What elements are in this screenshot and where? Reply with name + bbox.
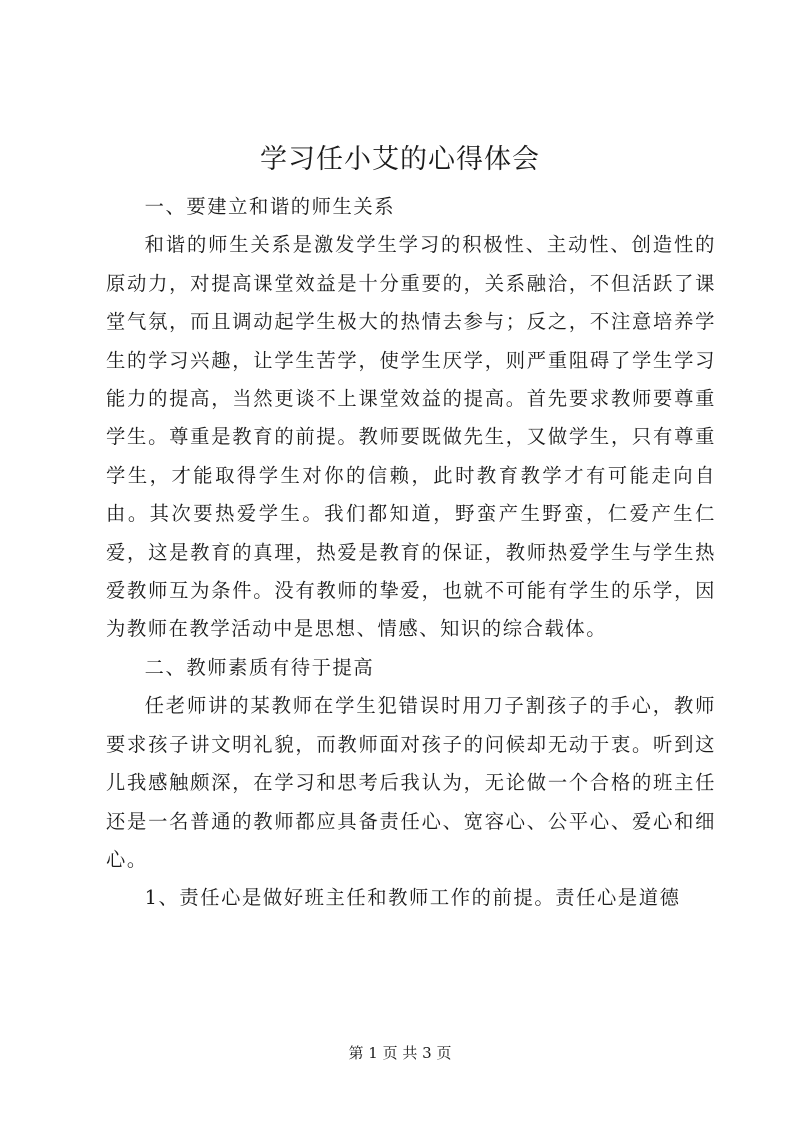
- document-title: 学习任小艾的心得体会: [260, 144, 540, 175]
- page-number: 第 1 页 共 3 页: [348, 1044, 452, 1062]
- section-heading: 一、要建立和谐的师生关系: [144, 195, 396, 218]
- document-body: [106, 188, 716, 918]
- section-heading: 二、教师素质有待于提高: [144, 655, 375, 679]
- body-paragraph: 1、责任心是做好班主任和教师工作的前提。责任心是道德: [144, 886, 681, 910]
- body-paragraph: 和谐的师生关系是激发学生学习的积极性、主动性、创造性的原动力，对提高课堂效益是十分重要的，关系融洽，不但活跃了课堂气氛，而且调动起学生极大的热情去参与；反之，不注意培养学生的学习兴趣，让学生苦学，使学生厌学，则严重阻碍了学生学习能力的提高，当然更谈不上课堂效益的提高。首先要求教师要尊重学生。尊重是教育的前提。教师要既做先生，又做学生，只有尊重学生，才能取得学生对你的信赖，此时教育教学才有可能走向自由。其次要热爱学生。我们都知道，野蛮产生野蛮，仁爱产生仁爱，这是教育的真理，热爱是教育的保证，教师热爱学生与学生热爱教师互为条件。没有教师的挚爱，也就不可能有学生的乐学，因为教师在教学活动中是思想、情感、知识的综合载体。: [106, 233, 716, 641]
- body-paragraph: 任老师讲的某教师在学生犯错误时用刀子割孩子的手心，教师要求孩子讲文明礼貌，而教师面对孩子的问候却无动于衷。听到这儿我感触颇深，在学习和思考后我认为，无论做一个合格的班主任还是一名普通的教师都应具备责任心、宽容心、公平心、爱心和细心。: [106, 694, 716, 871]
